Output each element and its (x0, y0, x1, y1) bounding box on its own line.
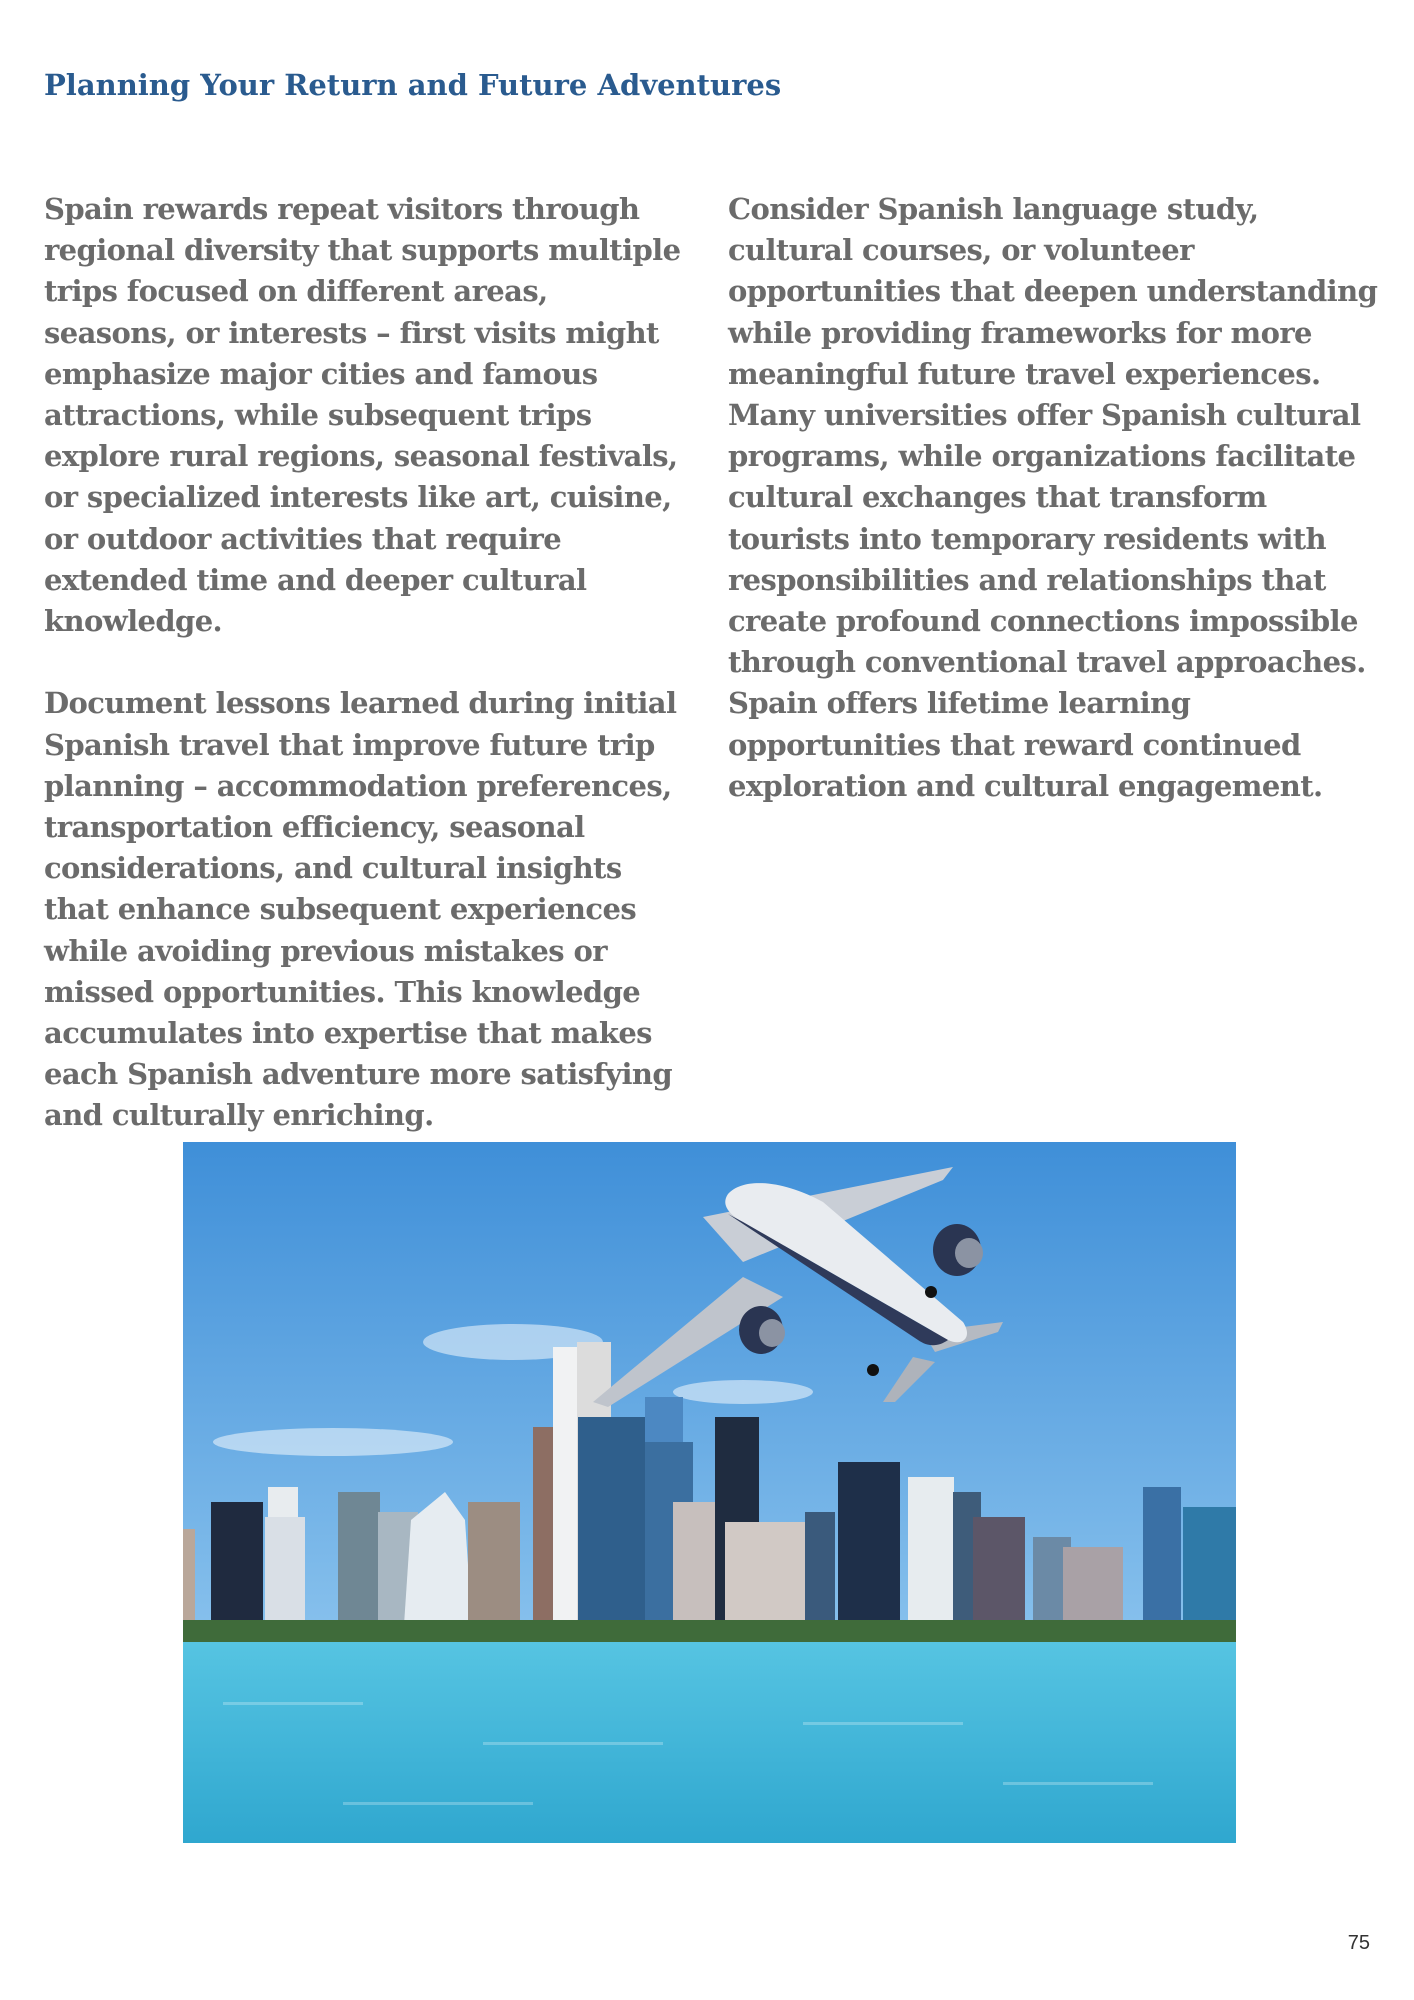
paragraph-language-study: Consider Spanish language study, cultural courses, or volunteer opportunities that deepen understanding while providing frameworks for more meaningful future travel experiences. Many universities offer Spanish cultural programs, while organizations facilitate cultural exchanges that transform tourists into temporary residents with responsibilities and relationships that create profound connections impossible through conventional travel approaches. Spain offers lifetime learning opportunities that reward continued exploration and cultural engagement. (728, 192, 1378, 803)
page-number: 75 (1347, 1932, 1370, 1954)
paragraph-repeat-visitors: Spain rewards repeat visitors through regional diversity that supports multiple trips focused on different areas, seasons, or interests – first visits might emphasize major cities and famous attractions, while subsequent trips explore rural regions, seasonal festivals, or specialized interests like art, cuisine, or outdoor activities that require extended time and deeper cultural knowledge. (44, 192, 681, 639)
left-text-column (44, 189, 684, 1137)
right-text-column (728, 189, 1378, 807)
page-heading: Planning Your Return and Future Adventures (44, 68, 782, 102)
shoreline-trees (183, 1620, 1236, 1644)
airplane-skyline-photo (183, 1142, 1236, 1843)
airplane-skyline-illustration (183, 1142, 1236, 1843)
lake-water (183, 1642, 1236, 1843)
paragraph-lessons-learned: Document lessons learned during initial Spanish travel that improve future trip planning – accommodation preferences, transportation efficiency, seasonal considerations, and cultural insights that enhance subsequent experiences while avoiding previous mistakes or missed opportunities. This knowledge accumulates into expertise that makes each Spanish adventure more satisfying and culturally enriching. (44, 686, 677, 1133)
